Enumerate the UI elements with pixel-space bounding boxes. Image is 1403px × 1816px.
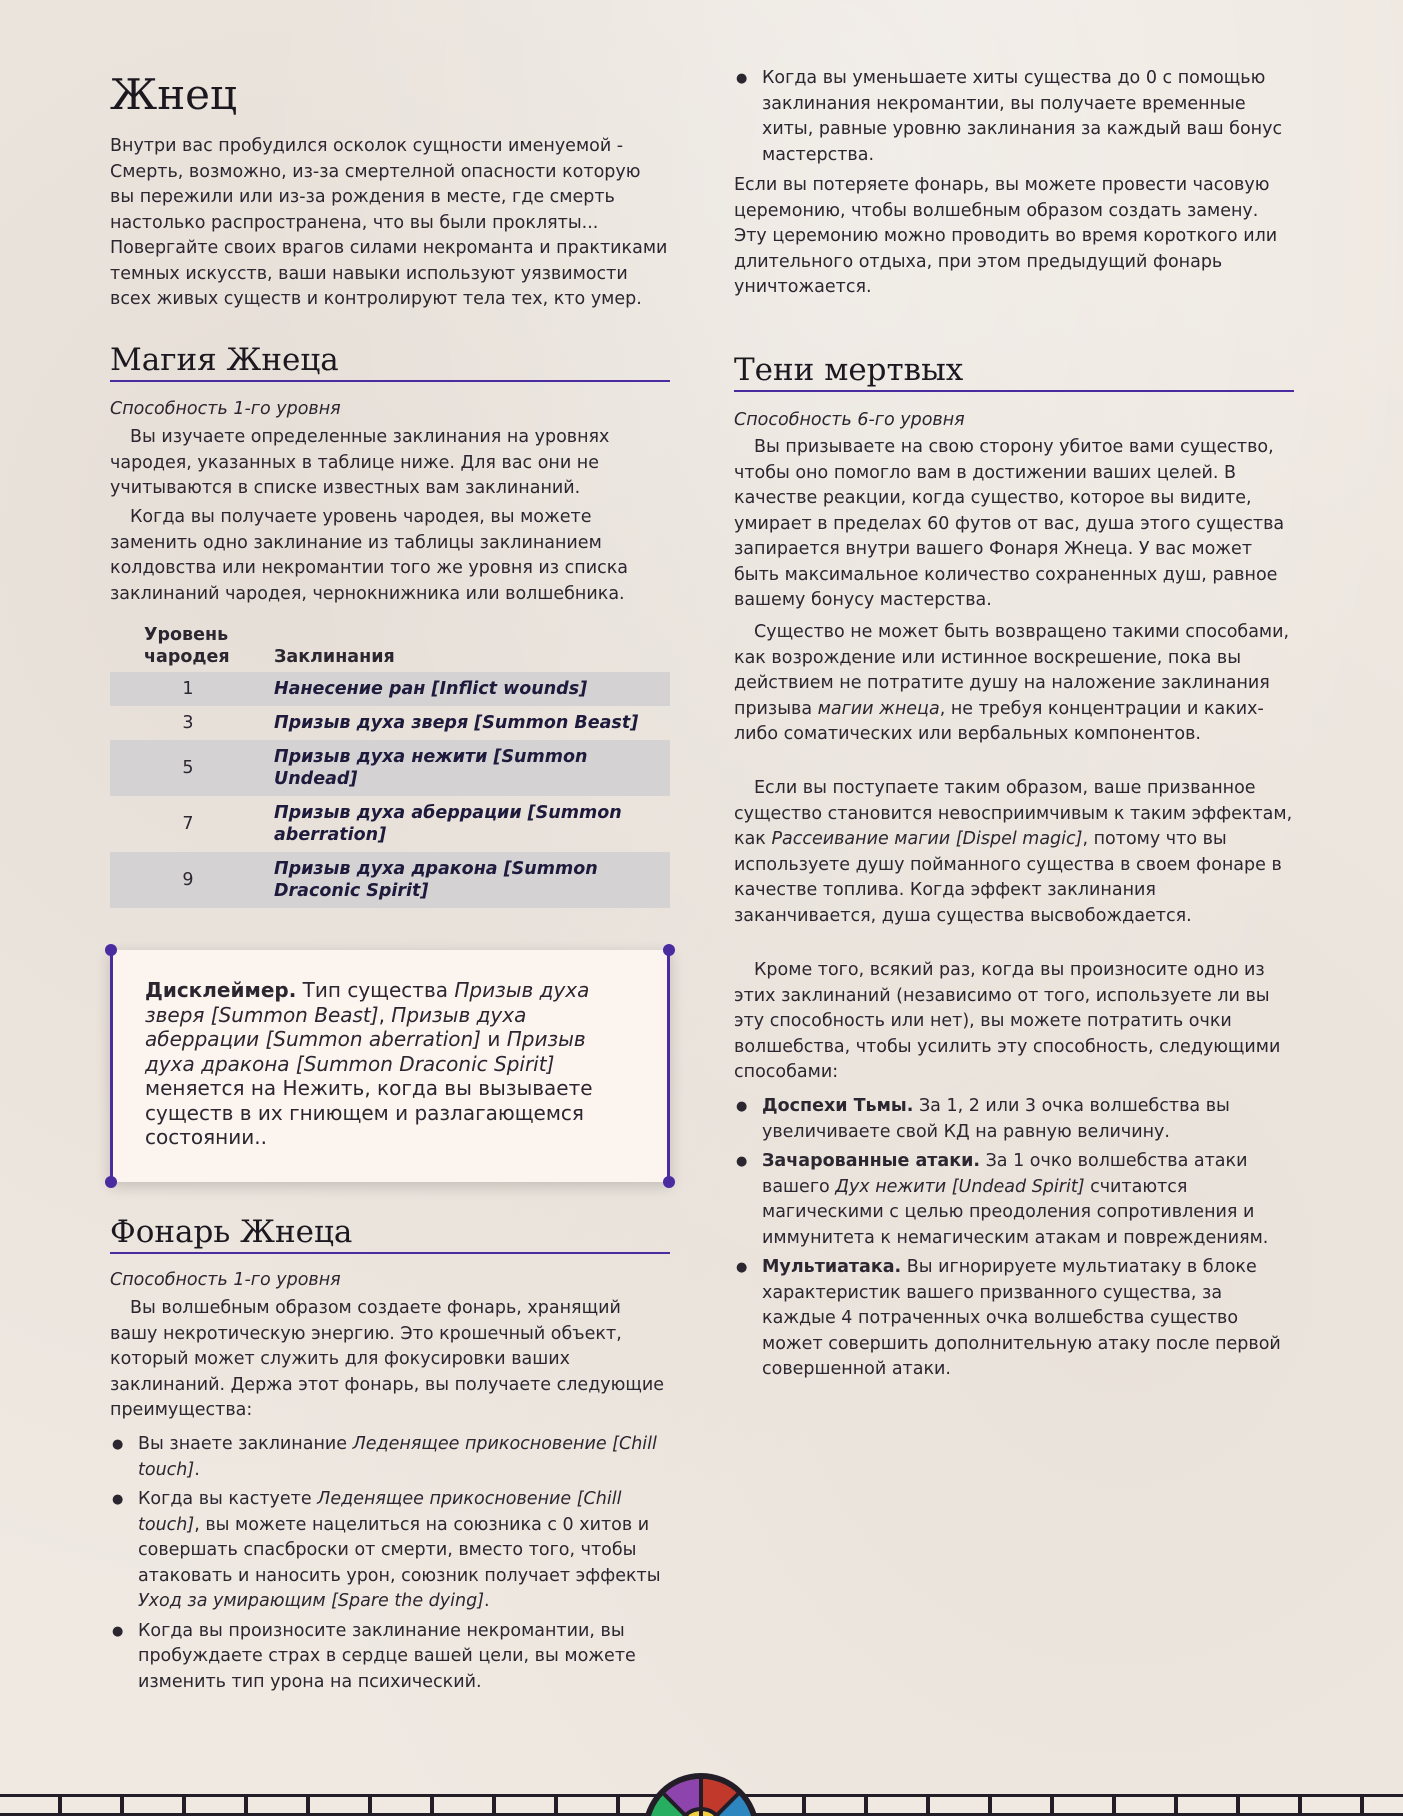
- shades-options-list: [734, 1094, 1294, 1387]
- section-heading-magic: Магия Жнеца: [110, 342, 670, 382]
- list-item: ● Когда вы кастуете Леденящее прикосновение [Chill touch], вы можете нацелиться на союзника с 0 хитов и совершать спасброски от смерти, вместо того, чтобы атаковать и наносить урон, союзник получает эффекты Уход за умирающим [Spare the dying].: [110, 1487, 670, 1615]
- table-cell-level: 3: [182, 713, 194, 733]
- table-row: [110, 852, 670, 908]
- list-item: ● Когда вы произносите заклинание некромантии, вы пробуждаете страх в сердце вашей цели, вы можете изменить тип урона на психический.: [110, 1619, 670, 1696]
- stained-glass-medallion-icon: [640, 1770, 762, 1816]
- page-title: Жнец: [110, 70, 238, 119]
- shades-paragraph-4: Кроме того, всякий раз, когда вы произносите одно из этих заклинаний (независимо от того, используете ли вы эту способность или нет), вы можете потратить очки волшебства, чтобы усилить эту способность, следующими способами:: [734, 960, 1281, 1082]
- intro-paragraph: Внутри вас пробудился осколок сущности именуемой - Смерть, возможно, из-за смертелной опасности которую вы пережили или из-за рождения в месте, где смерть настолько распространена, что вы были прокляты... Повергайте своих врагов силами некроманта и практиками темных искусств, ваши навыки используют уязвимости всех живых существ и контролируют тела тех, кто умер.: [110, 136, 668, 309]
- lantern-benefits-list-cont: [734, 66, 1294, 172]
- rail-knob: [663, 1176, 675, 1188]
- section-heading-shades: Тени мертвых: [734, 352, 1294, 392]
- rail-knob: [105, 944, 117, 956]
- magic-paragraph-2: Когда вы получаете уровень чародея, вы можете заменить одно заклинание из таблицы заклинанием колдовства или некромантии того же уровня из списка заклинаний чародея, чернокнижника или волшебника.: [110, 507, 629, 604]
- table-row: [110, 796, 670, 852]
- table-cell-level: 5: [110, 740, 266, 796]
- shades-subtitle: Способность 6-го уровня: [734, 410, 965, 430]
- rail-knob: [105, 1176, 117, 1188]
- rail-knob: [663, 944, 675, 956]
- table-cell-level: 9: [110, 852, 266, 908]
- list-item: ● Зачарованные атаки. За 1 очко волшебства атаки вашего Дух нежити [Undead Spirit] считаются магическими с целью преодоления сопротивления и иммунитета к немагическим атакам и повреждениям.: [734, 1149, 1294, 1251]
- table-row: [110, 740, 670, 796]
- lantern-benefits-list: [110, 1432, 670, 1699]
- lantern-subtitle: Способность 1-го уровня: [110, 1270, 341, 1290]
- table-cell-spell: Призыв духа аберрации [Summon aberration]: [274, 803, 622, 845]
- disclaimer-right-rail: [667, 950, 670, 1182]
- table-cell-spell: Призыв духа зверя [Summon Beast]: [274, 713, 639, 733]
- shades-paragraph-2: Существо не может быть возвращено такими способами, как возрождение или истинное воскрешение, пока вы действием не потратите душу на наложение заклинания призыва магии жнеца, не требуя концентрации и каких-либо соматических или вербальных компонентов.: [734, 622, 1290, 744]
- disclaimer-text: Дисклеймер. Тип существа Призыв духа зверя [Summon Beast], Призыв духа аберрации [Summon aberration] и Призыв духа дракона [Summon Draconic Spirit] меняется на Нежить, когда вы вызываете существ в их гниющем и разлагающемся состоянии..: [145, 978, 593, 1149]
- section-heading-lantern: Фонарь Жнеца: [110, 1214, 670, 1254]
- table-header-spells: Заклинания: [274, 647, 395, 667]
- magic-subtitle: Способность 1-го уровня: [110, 399, 341, 419]
- disclaimer-label: Дисклеймер.: [145, 978, 297, 1002]
- table-cell-level: 1: [110, 672, 266, 706]
- shades-paragraph-1: Вы призываете на свою сторону убитое вами существо, чтобы оно помогло вам в достижении ваших целей. В качестве реакции, когда существо, которое вы видите, умирает в пределах 60 футов от вас, душа этого существа запирается внутри вашего Фонаря Жнеца. У вас может быть максимальное количество сохраненных душ, равное вашему бонусу мастерства.: [734, 437, 1285, 610]
- magic-paragraph-1: Вы изучаете определенные заклинания на уровнях чародея, указанных в таблице ниже. Для вас они не учитываются в списке известных вам заклинаний.: [110, 427, 610, 498]
- table-cell-spell: Нанесение ран [Inflict wounds]: [266, 672, 670, 706]
- table-row: [110, 672, 670, 706]
- table-cell-spell: Призыв духа дракона [Summon Draconic Spirit]: [266, 852, 670, 908]
- list-item: ● Мультиатака. Вы игнорируете мультиатаку в блоке характеристик вашего призванного существа, за каждые 4 потраченных очка волшебства существо может совершить дополнительную атаку после первой совершенной атаки.: [734, 1255, 1294, 1383]
- list-item: ● Вы знаете заклинание Леденящее прикосновение [Chill touch].: [110, 1432, 670, 1483]
- disclaimer-box: [110, 950, 670, 1182]
- table-header-level: Уровень чародея: [144, 625, 230, 667]
- spell-table: [110, 624, 670, 908]
- page-footer: [0, 1788, 1403, 1816]
- disclaimer-left-rail: [110, 950, 113, 1182]
- table-row: [110, 706, 670, 740]
- lantern-paragraph-2: Если вы потеряете фонарь, вы можете провести часовую церемонию, чтобы волшебным образом создать замену. Эту церемонию можно проводить во время короткого или длительного отдыха, при этом предыдущий фонарь уничтожается.: [734, 175, 1278, 297]
- shades-paragraph-3: Если вы поступаете таким образом, ваше призванное существо становится невосприимчивым к таким эффектам, как Рассеивание магии [Dispel magic], потому что вы используете душу пойманного существа в своем фонаре в качестве топлива. Когда эффект заклинания заканчивается, душа существа высвобождается.: [734, 778, 1293, 926]
- list-item: ● Доспехи Тьмы. За 1, 2 или 3 очка волшебства вы увеличиваете свой КД на равную величину.: [734, 1094, 1294, 1145]
- table-cell-level: 7: [182, 814, 194, 834]
- list-item: ● Когда вы уменьшаете хиты существа до 0 с помощью заклинания некромантии, вы получаете временные хиты, равные уровню заклинания за каждый ваш бонус мастерства.: [734, 66, 1294, 168]
- table-cell-spell: Призыв духа нежити [Summon Undead]: [266, 740, 670, 796]
- lantern-paragraph-1: Вы волшебным образом создаете фонарь, хранящий вашу некротическую энергию. Это крошечный объект, который может служить для фокусировки ваших заклинаний. Держа этот фонарь, вы получаете следующие преимущества:: [110, 1298, 665, 1420]
